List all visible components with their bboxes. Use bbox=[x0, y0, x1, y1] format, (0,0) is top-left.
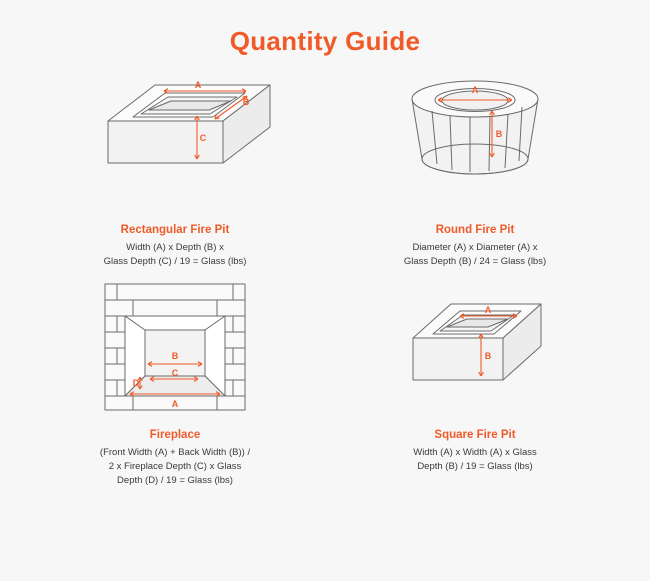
dimension-letter-d: D bbox=[132, 378, 140, 388]
page-title: Quantity Guide bbox=[229, 26, 421, 56]
formula-line: Width (A) x Width (A) x Glass bbox=[413, 447, 537, 458]
dimension-letter-a: A bbox=[484, 305, 492, 315]
rectangular-fire-pit-label: Rectangular Fire Pit bbox=[120, 224, 230, 236]
guide-item-rectangular-fire-pit bbox=[25, 71, 325, 269]
formula-line: Depth (D) / 19 = Glass (lbs) bbox=[117, 475, 233, 486]
round-fire-pit-label: Round Fire Pit bbox=[435, 224, 515, 236]
guide-item-round-fire-pit bbox=[325, 71, 625, 269]
dimension-letter-b: B bbox=[495, 129, 503, 139]
dimension-letter-a: A bbox=[194, 80, 202, 90]
dimension-letter-a: A bbox=[171, 399, 179, 409]
formula-line: (Front Width (A) + Back Width (B)) / bbox=[99, 447, 251, 458]
formula-line: Glass Depth (C) / 19 = Glass (lbs) bbox=[103, 256, 247, 267]
formula-line: Width (A) x Depth (B) x bbox=[126, 242, 224, 253]
formula-line: Diameter (A) x Diameter (A) x bbox=[412, 242, 538, 253]
fireplace-label: Fireplace bbox=[149, 429, 201, 441]
guide-item-square-fire-pit bbox=[325, 276, 625, 474]
dimension-letter-b: B bbox=[484, 351, 492, 361]
dimension-letter-c: C bbox=[199, 133, 207, 143]
rectangular-fire-pit-diagram bbox=[25, 71, 325, 216]
round-fire-pit-formula bbox=[325, 241, 625, 269]
square-fire-pit-formula bbox=[325, 446, 625, 474]
rectangular-fire-pit-formula bbox=[25, 241, 325, 269]
dimension-letter-b: B bbox=[171, 351, 179, 361]
square-fire-pit-label: Square Fire Pit bbox=[434, 429, 516, 441]
dimension-letter-b: B bbox=[242, 97, 250, 107]
formula-line: Depth (B) / 19 = Glass (lbs) bbox=[417, 461, 533, 472]
dimension-letter-a: A bbox=[471, 85, 479, 95]
formula-line: 2 x Fireplace Depth (C) x Glass bbox=[108, 461, 242, 472]
fireplace-diagram bbox=[25, 276, 325, 421]
round-fire-pit-diagram bbox=[325, 71, 625, 216]
dimension-letter-c: C bbox=[171, 368, 179, 378]
formula-line: Glass Depth (B) / 24 = Glass (lbs) bbox=[403, 256, 547, 267]
square-fire-pit-diagram bbox=[325, 276, 625, 421]
fireplace-formula bbox=[25, 446, 325, 488]
guide-item-fireplace bbox=[25, 276, 325, 488]
